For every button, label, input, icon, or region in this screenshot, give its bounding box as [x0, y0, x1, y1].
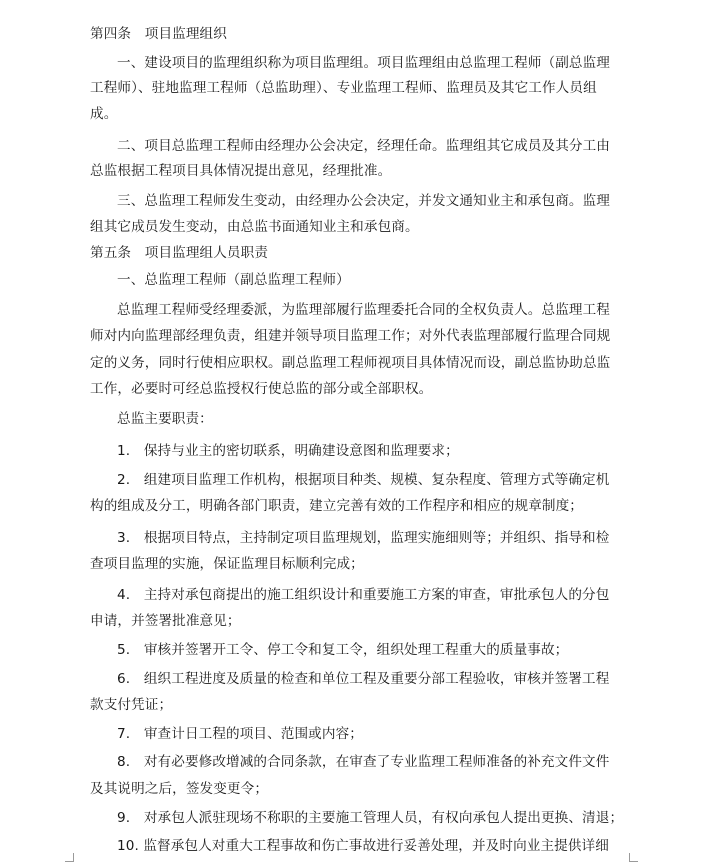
paragraph-line: 工作，必要时可经总监授权行使总监的部分或全部职权。: [90, 381, 433, 397]
paragraph-line: 总监根据工程项目具体情况提出意见，经理批准。: [90, 163, 392, 179]
paragraph-line: 三、总监理工程师发生变动，由经理办公会决定，并发文通知业主和承包商。监理: [117, 193, 610, 209]
paragraph-line: 二、项目总监理工程师由经理办公会决定，经理任命。监理组其它成员及其分工由: [117, 138, 610, 154]
list-item: 10. 监督承包人对重大工程事故和伤亡事故进行妥善处理，并及时向业主提供详细: [117, 838, 609, 854]
paragraph-line: 工程师）、驻地监理工程师（总监助理）、专业监理工程师、监理员及其它工作人员组: [90, 80, 597, 96]
article-heading: 第五条 项目监理组人员职责: [90, 245, 269, 261]
list-item: 1. 保持与业主的密切联系，明确建设意图和监理要求；: [117, 443, 459, 459]
list-item-continuation: 及其说明之后，签发变更令；: [90, 781, 269, 797]
list-item-continuation: 查项目监理的实施，保证监理目标顺利完成；: [90, 556, 364, 572]
article-heading: 第四条 项目监理组织: [90, 26, 227, 42]
list-item: 2. 组建项目监理工作机构，根据项目种类、规模、复杂程度、管理方式等确定机: [117, 472, 610, 488]
list-item: 7. 审查计日工程的项目、范围或内容；: [117, 726, 363, 742]
paragraph-line: 总监理工程师受经理委派，为监理部履行监理委托合同的全权负责人。总监理工程: [117, 302, 610, 318]
list-item-continuation: 申请，并签署批准意见；: [90, 613, 241, 629]
paragraph-line: 组其它成员发生变动，由总监书面通知业主和承包商。: [90, 219, 419, 235]
list-item: 4. 主持对承包商提出的施工组织设计和重要施工方案的审查，审批承包人的分包: [117, 587, 610, 603]
list-item: 3. 根据项目特点，主持制定项目监理规划，监理实施细则等；并组织、指导和检: [117, 530, 610, 546]
section-heading: 一、总监理工程师（副总监理工程师）: [117, 272, 350, 288]
list-item-continuation: 款支付凭证；: [90, 697, 173, 713]
paragraph-line: 成。: [90, 106, 118, 122]
paragraph-line: 师对内向监理部经理负责，组建并领导项目监理工作；对外代表监理部履行监理合同规: [90, 328, 611, 344]
paragraph-line: 定的义务，同时行使相应职权。副总监理工程师视项目具体情况而设，副总监协助总监: [90, 355, 611, 371]
page-corner-mark: [65, 853, 74, 862]
paragraph-line: 一、建设项目的监理组织称为项目监理组。项目监理组由总监理工程师（副总监理: [117, 55, 610, 71]
list-item: 9. 对承包人派驻现场不称职的主要施工管理人员，有权向承包人提出更换、清退；: [117, 810, 624, 826]
list-item: 6. 组织工程进度及质量的检查和单位工程及重要分部工程验收，审核并签署工程: [117, 671, 610, 687]
page-corner-mark: [629, 853, 638, 862]
list-item-continuation: 构的组成及分工，明确各部门职责，建立完善有效的工作程序和相应的规章制度；: [90, 498, 583, 514]
list-item: 5. 审核并签署开工令、停工令和复工令，组织处理工程重大的质量事故；: [117, 642, 569, 658]
list-heading: 总监主要职责：: [117, 411, 213, 427]
list-item: 8. 对有必要修改增减的合同条款，在审查了专业监理工程师准备的补充文件文件: [117, 754, 610, 770]
